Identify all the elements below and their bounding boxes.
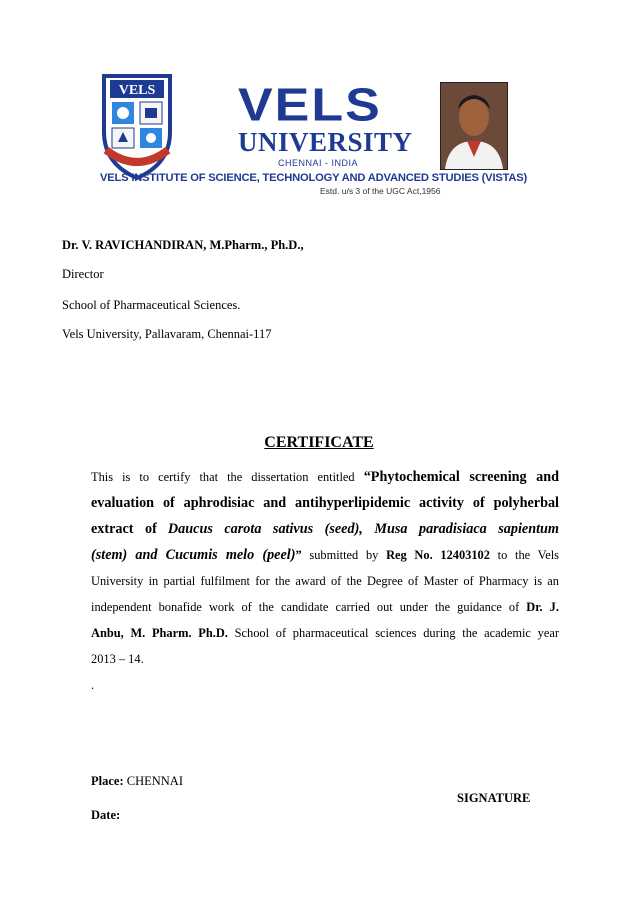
wordmark-city: CHENNAI - INDIA	[277, 158, 358, 168]
wordmark-sub: UNIVERSITY	[238, 127, 413, 157]
sender-role: Director	[62, 267, 104, 281]
wordmark-main: VELS	[238, 78, 382, 132]
stray-dot: .	[91, 678, 95, 692]
institute-banner	[100, 172, 536, 198]
banner-subtext: Estd. u/s 3 of the UGC Act,1956	[320, 186, 441, 196]
body-line-1: This is to certify that the dissertation entitled “Phytochemical screening and	[91, 469, 559, 485]
crest-text: VELS	[118, 83, 156, 98]
signature-label: SIGNATURE	[457, 791, 531, 805]
date-label: Date:	[91, 808, 121, 822]
body-line-4: (stem) and Cucumis melo (peel)” submitted by Reg No. 12403102 to the Vels	[91, 547, 559, 563]
portrait-image	[441, 83, 507, 169]
place-label: Place:	[91, 774, 124, 788]
certificate-title: CERTIFICATE	[264, 434, 374, 451]
certificate-body	[91, 466, 559, 674]
university-crest-logo	[98, 72, 176, 182]
body-line-7: Anbu, M. Pharm. Ph.D. School of pharmaceutical sciences during the academic year	[91, 626, 559, 640]
sender-name: Dr. V. RAVICHANDIRAN, M.Pharm., Ph.D.,	[62, 238, 304, 252]
university-wordmark	[238, 78, 413, 168]
body-line-5: University in partial fulfilment for the award of the Degree of Master of Pharmacy is an	[91, 574, 559, 588]
body-line-3: extract of Daucus carota sativus (seed), Musa paradisiaca sapientum	[91, 521, 559, 537]
founder-photo	[440, 82, 508, 170]
sender-address: Vels University, Pallavaram, Chennai-117	[62, 327, 272, 341]
place-line	[91, 774, 183, 789]
body-line-6: independent bonafide work of the candidate carried out under the guidance of Dr. J.	[91, 600, 559, 614]
banner-text: VELS INSTITUTE OF SCIENCE, TECHNOLOGY AND ADVANCED STUDIES (VISTAS)	[100, 172, 528, 184]
place-value: CHENNAI	[126, 774, 183, 788]
body-line-2: evaluation of aphrodisiac and antihyperlipidemic activity of polyherbal	[91, 495, 559, 511]
body-line-8: 2013 – 14.	[91, 652, 144, 666]
sender-school: School of Pharmaceutical Sciences.	[62, 298, 241, 312]
